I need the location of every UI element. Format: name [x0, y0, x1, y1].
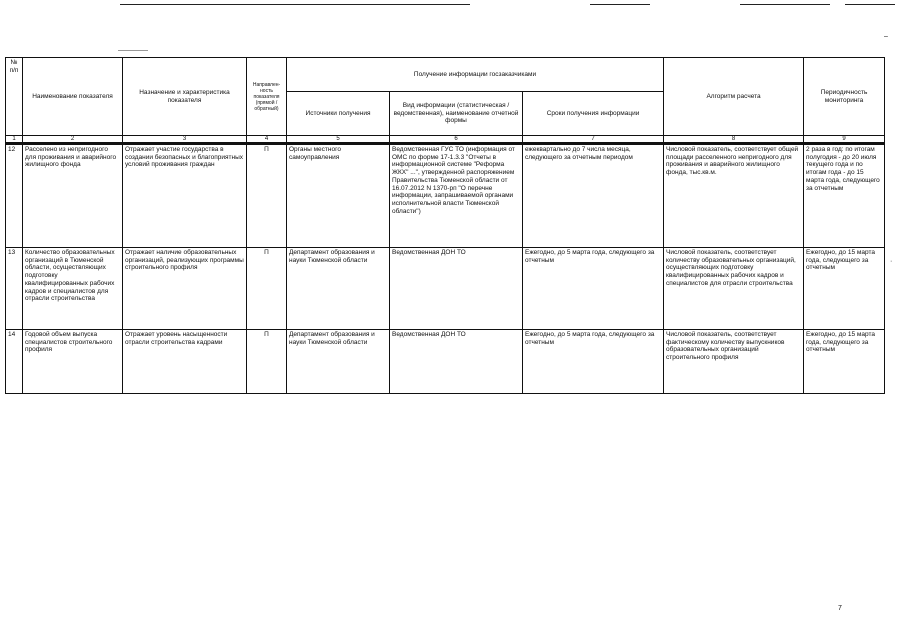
- margin-dot-mark: ·: [890, 258, 893, 265]
- header-indicator-name: Наименование показателя: [23, 58, 123, 136]
- header-sources: Источники получения: [287, 92, 390, 136]
- indicator-name: Годовой объем выпуска специалистов строительного профиля: [23, 330, 123, 394]
- header-algorithm: Алгоритм расчета: [664, 58, 804, 136]
- header-info-type: Вид информации (статистическая / ведомственная), наименование отчетной формы: [390, 92, 523, 136]
- info-terms: Ежегодно, до 5 марта года, следующего за отчетным: [523, 248, 664, 330]
- header-number: № п/п: [6, 58, 23, 136]
- column-number: 2: [23, 136, 123, 144]
- indicator-purpose: Отражает уровень насыщенности отрасли строительства кадрами: [123, 330, 247, 394]
- column-number: 5: [287, 136, 390, 144]
- margin-dash-mark: –: [884, 33, 888, 40]
- info-source: Департамент образования и науки Тюменской области: [287, 248, 390, 330]
- column-number: 3: [123, 136, 247, 144]
- column-number: 1: [6, 136, 23, 144]
- info-source: Органы местного самоуправления: [287, 144, 390, 248]
- monitoring-periodicity: Ежегодно, до 15 марта года, следующего за отчетным: [804, 248, 885, 330]
- info-type: Ведомственная ГУС ТО (информация от ОМС по форме 17-1.3.3 "Отчеты в информационной системе "Реформа ЖКХ" ...", утвержденной распоряжением Правительства Тюменской области от 16.07.2012 N 1370-рп "О перечне информации, запрашиваемой органами исполнительной власти Тюменской области"): [390, 144, 523, 248]
- scan-edge-line: [845, 4, 895, 5]
- column-number: 6: [390, 136, 523, 144]
- calculation-algorithm: Числовой показатель, соответствует общей площади расселенного непригодного для проживания и аварийного жилищного фонда, тыс.кв.м.: [664, 144, 804, 248]
- header-terms: Сроки получения информации: [523, 92, 664, 136]
- calculation-algorithm: Числовой показатель, соответствует фактическому количеству выпускников образовательных организаций строительного профиля: [664, 330, 804, 394]
- row-number: 13: [6, 248, 23, 330]
- table-row: [6, 248, 885, 330]
- column-number: 7: [523, 136, 664, 144]
- info-type: Ведомственная ДОН ТО: [390, 248, 523, 330]
- monitoring-periodicity: Ежегодно, до 15 марта года, следующего за отчетным: [804, 330, 885, 394]
- monitoring-indicators-table: [5, 57, 885, 394]
- indicator-purpose: Отражает наличие образовательных организаций, реализующих программы строительного профиля: [123, 248, 247, 330]
- calculation-algorithm: Числовой показатель, соответствует количеству образовательных организаций, осуществляющих подготовку квалифицированных рабочих кадров и специалистов для отрасли строительства: [664, 248, 804, 330]
- scan-edge-line: [120, 4, 470, 5]
- indicator-direction: П: [247, 144, 287, 248]
- info-terms: ежеквартально до 7 числа месяца, следующего за отчетным периодом: [523, 144, 664, 248]
- row-number: 12: [6, 144, 23, 248]
- scan-edge-line: [118, 50, 148, 51]
- info-type: Ведомственная ДОН ТО: [390, 330, 523, 394]
- table-row: [6, 144, 885, 248]
- header-info-group: Получение информации госзаказчиками: [287, 58, 664, 92]
- header-periodicity: Периодичность мониторинга: [804, 58, 885, 136]
- indicator-name: Количество образовательных организаций в Тюменской области, осуществляющих подготовку квалифицированных рабочих кадров и специалистов для отрасли строительства: [23, 248, 123, 330]
- scan-edge-line: [590, 4, 650, 5]
- column-number: 4: [247, 136, 287, 144]
- header-direction: Направлен-ность показателя (прямой / обратный): [247, 58, 287, 136]
- table-row: [6, 330, 885, 394]
- indicator-name: Расселено из непригодного для проживания и аварийного жилищного фонда: [23, 144, 123, 248]
- column-number-row: [6, 136, 885, 144]
- page-number: 7: [838, 605, 842, 612]
- column-number: 8: [664, 136, 804, 144]
- info-source: Департамент образования и науки Тюменской области: [287, 330, 390, 394]
- indicator-direction: П: [247, 330, 287, 394]
- monitoring-periodicity: 2 раза в год: по итогам полугодия - до 20 июля текущего года и по итогам года - до 15 марта года, следующего за отчетным: [804, 144, 885, 248]
- indicator-direction: П: [247, 248, 287, 330]
- row-number: 14: [6, 330, 23, 394]
- scan-edge-line: [740, 4, 830, 5]
- column-number: 9: [804, 136, 885, 144]
- indicator-purpose: Отражает участие государства в создании безопасных и благоприятных условий проживания граждан: [123, 144, 247, 248]
- info-terms: Ежегодно, до 5 марта года, следующего за отчетным: [523, 330, 664, 394]
- header-purpose: Назначение и характеристика показателя: [123, 58, 247, 136]
